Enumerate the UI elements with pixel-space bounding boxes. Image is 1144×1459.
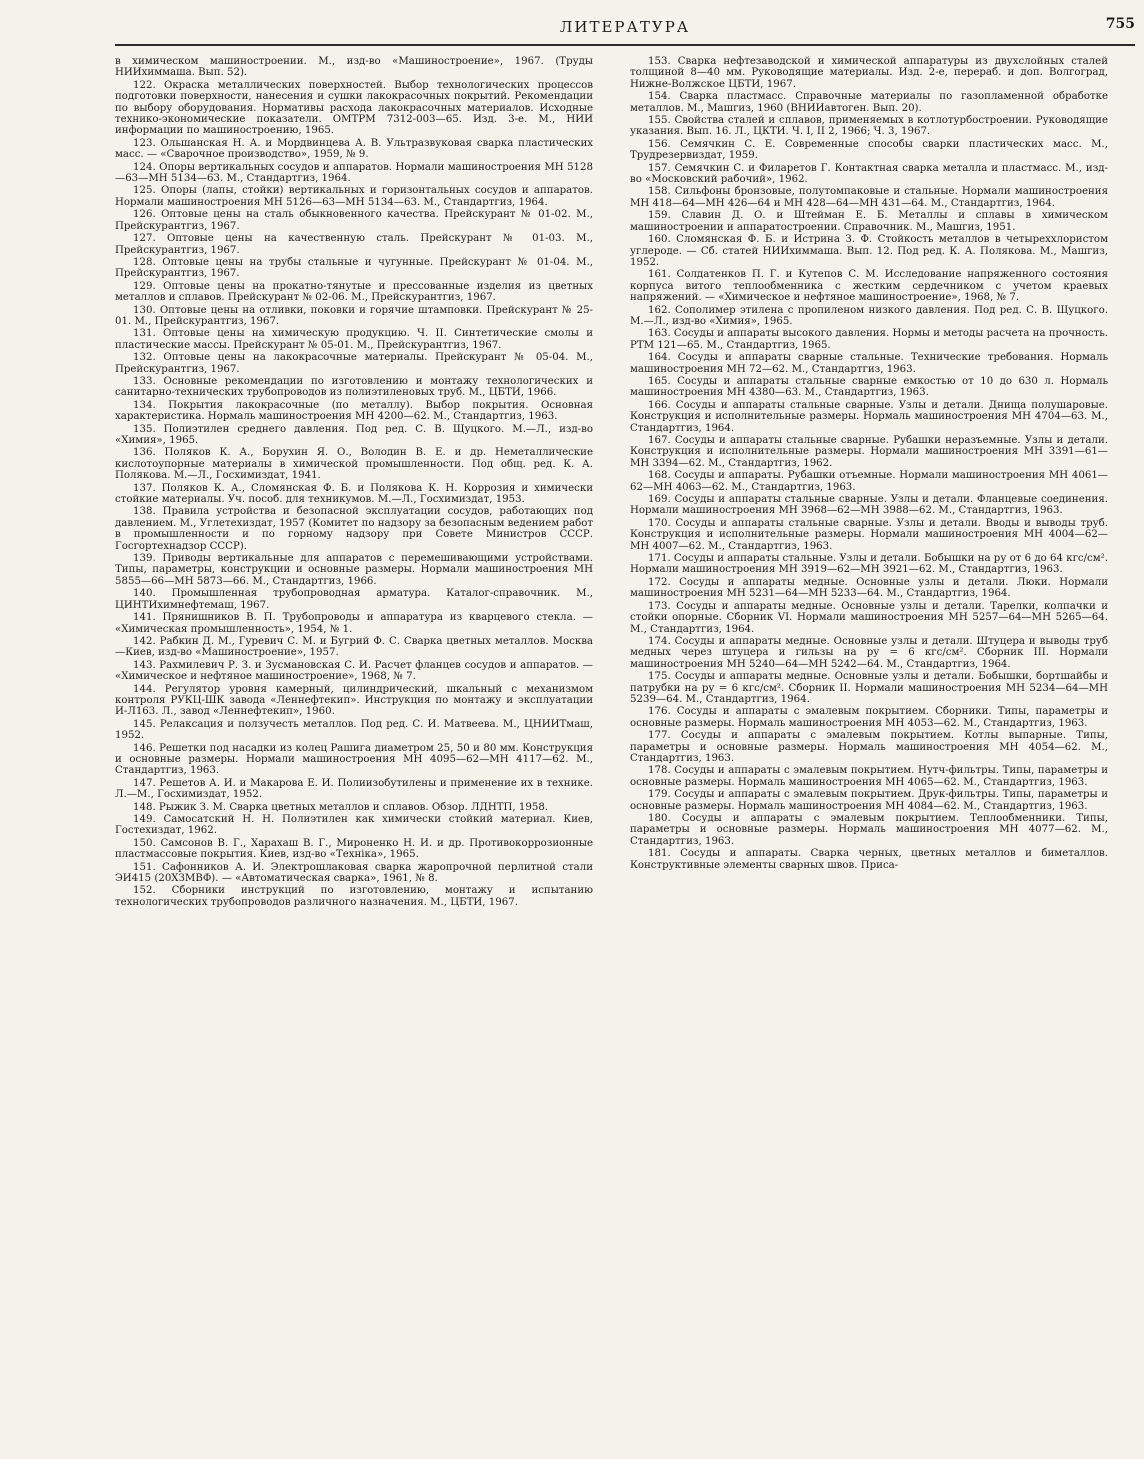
reference-entry: 171. Сосуды и аппараты стальные. Узлы и детали. Бобышки на pу от 6 до 64 кгс/см². Нормали машиностроения МН 3919—62—МН 3921—62. М., Стандартгиз, 1963. — [630, 553, 1108, 576]
reference-entry: 172. Сосуды и аппараты медные. Основные узлы и детали. Люки. Нормали машиностроения МН 5231—64—МН 5233—64. М., Стандартгиз, 1964. — [630, 576, 1108, 600]
reference-entry: 143. Рахмилевич Р. З. и Зусмановская С. И. Расчет фланцев сосудов и аппаратов. — «Химическое и нефтяное машиностроение», 1968, № 7. — [115, 659, 593, 683]
reference-entry: 151. Сафонников А. И. Электрошлаковая сварка жаропрочной перлитной стали ЭИ415 (20ХЗМВФ). — «Автоматическая сварка», 1961, № 8. — [115, 861, 593, 885]
reference-entry: 147. Решетов А. И. и Макарова Е. И. Полиизобутилены и применение их в технике. Л.—М., Госхимиздат, 1952. — [115, 777, 593, 801]
reference-entry: 158. Сильфоны бронзовые, полутомпаковые и стальные. Нормали машиностроения МН 418—64—МН 426—64 и МН 428—64—МН 431—64. М., Стандартгиз, 1964. — [630, 186, 1108, 209]
reference-entry: 153. Сварка нефтезаводской и химической аппаратуры из двухслойных сталей толщиной 8—40 мм. Руководящие материалы. Изд. 2-е, перераб. и доп. Волгоград, Нижне-Волжское ЦБТИ, 1967. — [630, 56, 1108, 90]
reference-entry: 169. Сосуды и аппараты стальные сварные. Узлы и детали. Фланцевые соединения. Нормали машиностроения МН 3968—62—МН 3988—62. М., Стандартгиз, 1963. — [630, 494, 1108, 517]
reference-entry: 148. Рыжик З. М. Сварка цветных металлов и сплавов. Обзор. ЛДНТП, 1958. — [133, 801, 549, 813]
reference-entry: 145. Релаксация и ползучесть металлов. Под ред. С. И. Матвеева. М., ЦНИИТмаш, 1952. — [115, 718, 593, 742]
reference-entry: в химическом машиностроении. М., изд-во «Машиностроение», 1967. (Труды НИИхиммаша. Вып. 52). — [115, 56, 593, 79]
reference-entry: 154. Сварка пластмасс. Справочные материалы по газопламенной обработке металлов. М., Машгиз, 1960 (ВНИИавтоген. Вып. 20). — [630, 91, 1108, 114]
left-column — [115, 56, 593, 909]
reference-entry: 140. Промышленная трубопроводная арматура. Каталог-справочник. М., ЦИНТИхимнефтемаш, 1967. — [115, 588, 593, 611]
reference-entry: 149. Самосатский Н. Н. Полиэтилен как химически стойкий материал. Киев, Гостехиздат, 1962. — [115, 814, 593, 837]
reference-entry: 164. Сосуды и аппараты сварные стальные. Технические требования. Нормаль машиностроения МН 72—62. М., Стандартгиз, 1963. — [630, 352, 1108, 375]
reference-entry: 135. Полиэтилен среднего давления. Под ред. С. В. Щуцкого. М.—Л., изд-во «Химия», 1965. — [115, 423, 593, 446]
reference-entry: 125. Опоры (лапы, стойки) вертикальных и горизонтальных сосудов и аппаратов. Нормали машиностроения МН 5126—63—МН 5134—63. М., Стандартгиз, 1964. — [115, 185, 593, 208]
reference-entry: 167. Сосуды и аппараты стальные сварные. Рубашки неразъемные. Узлы и детали. Конструкция и исполнительные размеры. Нормали машиностроения МН 3391—61—МН 3394—62. М., Стандартгиз, 1962. — [630, 435, 1108, 469]
reference-entry: 174. Сосуды и аппараты медные. Основные узлы и детали. Штуцера и выводы труб медных через штуцера и гильзы на pу = 6 кгс/см². Сборник III. Нормали машиностроения МН 5240—64—МН 5242—64. М., Стандартгиз, 1964. — [630, 635, 1108, 670]
reference-entry: 160. Сломянская Ф. Б. и Истрина З. Ф. Стойкость металлов в четыреххлористом углероде. — Сб. статей НИИхиммаша. Вып. 12. Под ред. К. А. Полякова. М., Машгиз, 1952. — [630, 234, 1108, 268]
reference-entry: 144. Регулятор уровня камерный, цилиндрический, шкальный с механизмом контроля РУКЦ-ШК завода «Леннефтекип». Инструкция по монтажу и эксплуатации И-Л163. Л., завод «Леннефтекип», 1960. — [115, 683, 593, 718]
reference-entry: 133. Основные рекомендации по изготовлению и монтажу технологических и санитарно-технических трубопроводов из полиэтиленовых труб. М., ЦБТИ, 1966. — [115, 375, 593, 399]
reference-entry: 173. Сосуды и аппараты медные. Основные узлы и детали. Тарелки, колпачки и стойки опорные. Сборник VI. Нормали машиностроения МН 5257—64—МН 5265—64. М., Стандартгиз, 1964. — [630, 600, 1108, 635]
reference-entry: 128. Оптовые цены на трубы стальные и чугунные. Прейскурант № 01-04. М., Прейскурантгиз, 1967. — [115, 256, 593, 280]
reference-entry: 131. Оптовые цены на химическую продукцию. Ч. II. Синтетические смолы и пластические массы. Прейскурант № 05-01. М., Прейскурантгиз, 1967. — [115, 328, 593, 351]
reference-entry: 124. Опоры вертикальных сосудов и аппаратов. Нормали машиностроения МН 5128—63—МН 5134—63. М., Стандартгиз, 1964. — [115, 161, 593, 185]
reference-entry: 180. Сосуды и аппараты с эмалевым покрытием. Теплообменники. Типы, параметры и основные размеры. Нормаль машиностроения МН 4077—62. М., Стандартгиз, 1963. — [630, 813, 1108, 847]
reference-entry: 159. Славин Д. О. и Штейман Е. Б. Металлы и сплавы в химическом машиностроении и аппаратостроении. Справочник. М., Машгиз, 1951. — [630, 210, 1108, 233]
reference-entry: 139. Приводы вертикальные для аппаратов с перемешивающими устройствами. Типы, параметры, конструкции и основные размеры. Нормали машиностроения МН 5855—66—МН 5873—66. М., Стандартгиз, 1966. — [115, 553, 593, 587]
reference-entry: 156. Семячкин С. Е. Современные способы сварки пластических масс. М., Трудрезервиздат, 1959. — [630, 138, 1108, 162]
reference-entry: 132. Оптовые цены на лакокрасочные материалы. Прейскурант № 05-04. М., Прейскурантгиз, 1967. — [115, 352, 593, 375]
page-title: ЛИТЕРАТУРА — [559, 18, 691, 36]
page-header — [115, 14, 1135, 44]
reference-entry: 178. Сосуды и аппараты с эмалевым покрытием. Нутч-фильтры. Типы, параметры и основные размеры. Нормаль машиностроения МН 4065—62. М., Стандартгиз, 1963. — [630, 765, 1108, 788]
reference-entry: 130. Оптовые цены на отливки, поковки и горячие штамповки. Прейскурант № 25-01. М., Прейскурантгиз, 1967. — [115, 304, 593, 327]
reference-entry: 129. Оптовые цены на прокатно-тянутые и прессованные изделия из цветных металлов и сплавов. Прейскурант № 02-06. М., Прейскурантгиз, 1967. — [115, 280, 593, 304]
reference-entry: 142. Рабкин Д. М., Гуревич С. М. и Бугрий Ф. С. Сварка цветных металлов. Москва—Киев, изд-во «Машиностроение», 1957. — [115, 635, 593, 659]
reference-entry: 136. Поляков К. А., Борухин Я. О., Володин В. Е. и др. Неметаллические кислотоупорные материалы в химической промышленности. Под общ. ред. К. А. Полякова. М.—Л., Госхимиздат, 1941. — [115, 447, 593, 482]
reference-entry: 179. Сосуды и аппараты с эмалевым покрытием. Друк-фильтры. Типы, параметры и основные размеры. Нормаль машиностроения МН 4084—62. М., Стандартгиз, 1963. — [630, 789, 1108, 812]
reference-entry: 176. Сосуды и аппараты с эмалевым покрытием. Сборники. Типы, параметры и основные размеры. Нормаль машиностроения МН 4053—62. М., Стандартгиз, 1963. — [630, 706, 1108, 729]
right-column — [630, 56, 1108, 872]
reference-entry: 134. Покрытия лакокрасочные (по металлу). Выбор покрытия. Основная характеристика. Нормаль машиностроения МН 4200—62. М., Стандартгиз, 1963. — [115, 399, 593, 423]
reference-entry: 161. Солдатенков П. Г. и Кутепов С. М. Исследование напряженного состояния корпуса витого теплообменника с жестким сердечником с учетом краевых напряжений. — «Химическое и нефтяное машиностроение», 1968, № 7. — [630, 269, 1108, 304]
reference-entry: 146. Решетки под насадки из колец Рашига диаметром 25, 50 и 80 мм. Конструкция и основные размеры. Нормали машиностроения МН 4095—62—МН 4117—62. М., Стандартгиз, 1963. — [115, 742, 593, 777]
reference-entry: 152. Сборники инструкций по изготовлению, монтажу и испытанию технологических трубопроводов различного назначения. М., ЦБТИ, 1967. — [115, 885, 593, 908]
reference-entry: 170. Сосуды и аппараты стальные сварные. Узлы и детали. Вводы и выводы труб. Конструкция и исполнительные размеры. Нормали машиностроения МН 4004—62—МН 4007—62. М., Стандартгиз, 1963. — [630, 517, 1108, 552]
reference-entry: 168. Сосуды и аппараты. Рубашки отъемные. Нормали машиностроения МН 4061—62—МН 4063—62. М., Стандартгиз, 1963. — [630, 470, 1108, 493]
reference-entry: 162. Сополимер этилена с пропиленом низкого давления. Под ред. С. В. Щуцкого. М.—Л., изд-во «Химия», 1965. — [630, 304, 1108, 327]
page-number: 755 — [1105, 16, 1135, 32]
reference-entry: 155. Свойства сталей и сплавов, применяемых в котлотурбостроении. Руководящие указания. Вып. 16. Л., ЦКТИ. Ч. I, II 2, 1966; Ч. 3, 1967. — [630, 115, 1108, 138]
reference-entry: 138. Правила устройства и безопасной эксплуатации сосудов, работающих под давлением. М., Углетехиздат, 1957 (Комитет по надзору за безопасным ведением работ в промышленности и по горному надзору при Совете Министров СССР. Госгортехнадзор СССР). — [115, 506, 593, 552]
reference-entry: 163. Сосуды и аппараты высокого давления. Нормы и методы расчета на прочность. РТМ 121—65. М., Стандартгиз, 1965. — [630, 328, 1108, 351]
reference-entry: 175. Сосуды и аппараты медные. Основные узлы и детали. Бобышки, бортшайбы и патрубки на pу = 6 кгс/см². Сборник II. Нормали машиностроения МН 5234—64—МН 5239—64. М., Стандартгиз, 1964. — [630, 671, 1108, 705]
reference-entry: 127. Оптовые цены на качественную сталь. Прейскурант № 01-03. М., Прейскурантгиз, 1967. — [115, 233, 593, 256]
reference-entry: 157. Семячкин С. и Филаретов Г. Контактная сварка металла и пластмасс. М., изд-во «Московский рабочий», 1962. — [630, 162, 1108, 186]
reference-entry: 150. Самсонов В. Г., Харахаш В. Г., Мироненко Н. И. и др. Противокоррозионные пластмассовые покрытия. Киев, изд-во «Техніка», 1965. — [115, 837, 593, 861]
reference-entry: 181. Сосуды и аппараты. Сварка черных, цветных металлов и биметаллов. Конструктивные элементы сварных швов. Приса- — [630, 848, 1108, 871]
reference-entry: 141. Прянишников В. П. Трубопроводы и аппаратура из кварцевого стекла. — «Химическая промышленность», 1954, № 1. — [115, 612, 593, 635]
reference-entry: 166. Сосуды и аппараты стальные сварные. Узлы и детали. Днища полушаровые. Конструкция и исполнительные размеры. Нормаль машиностроения МН 4704—63. М., Стандартгиз, 1964. — [630, 399, 1108, 434]
reference-entry: 137. Поляков К. А., Сломянская Ф. Б. и Полякова К. Н. Коррозия и химически стойкие материалы. Уч. пособ. для техникумов. М.—Л., Госхимиздат, 1953. — [115, 482, 593, 506]
reference-entry: 122. Окраска металлических поверхностей. Выбор технологических процессов подготовки поверхности, нанесения и сушки лакокрасочных покрытий. Рекомендации по выбору оборудования. Нормативы расхода лакокрасочных материалов. Исходные технико-экономические показатели. ОМТРМ 7312-003—65. Изд. 3-е. М., НИИ информации по машиностроению, 1965. — [115, 79, 593, 137]
reference-entry: 123. Ольшанская Н. А. и Мордвинцева А. В. Ультразвуковая сварка пластических масс. — «Сварочное производство», 1959, № 9. — [115, 137, 593, 161]
reference-entry: 126. Оптовые цены на сталь обыкновенного качества. Прейскурант № 01-02. М., Прейскурантгиз, 1967. — [115, 209, 593, 232]
reference-entry: 165. Сосуды и аппараты стальные сварные емкостью от 10 до 630 л. Нормаль машиностроения МН 4380—63. М., Стандартгиз, 1963. — [630, 375, 1108, 399]
reference-entry: 177. Сосуды и аппараты с эмалевым покрытием. Котлы выпарные. Типы, параметры и основные размеры. Нормаль машиностроения МН 4054—62. М., Стандартгиз, 1963. — [630, 730, 1108, 764]
header-rule — [115, 44, 1135, 46]
